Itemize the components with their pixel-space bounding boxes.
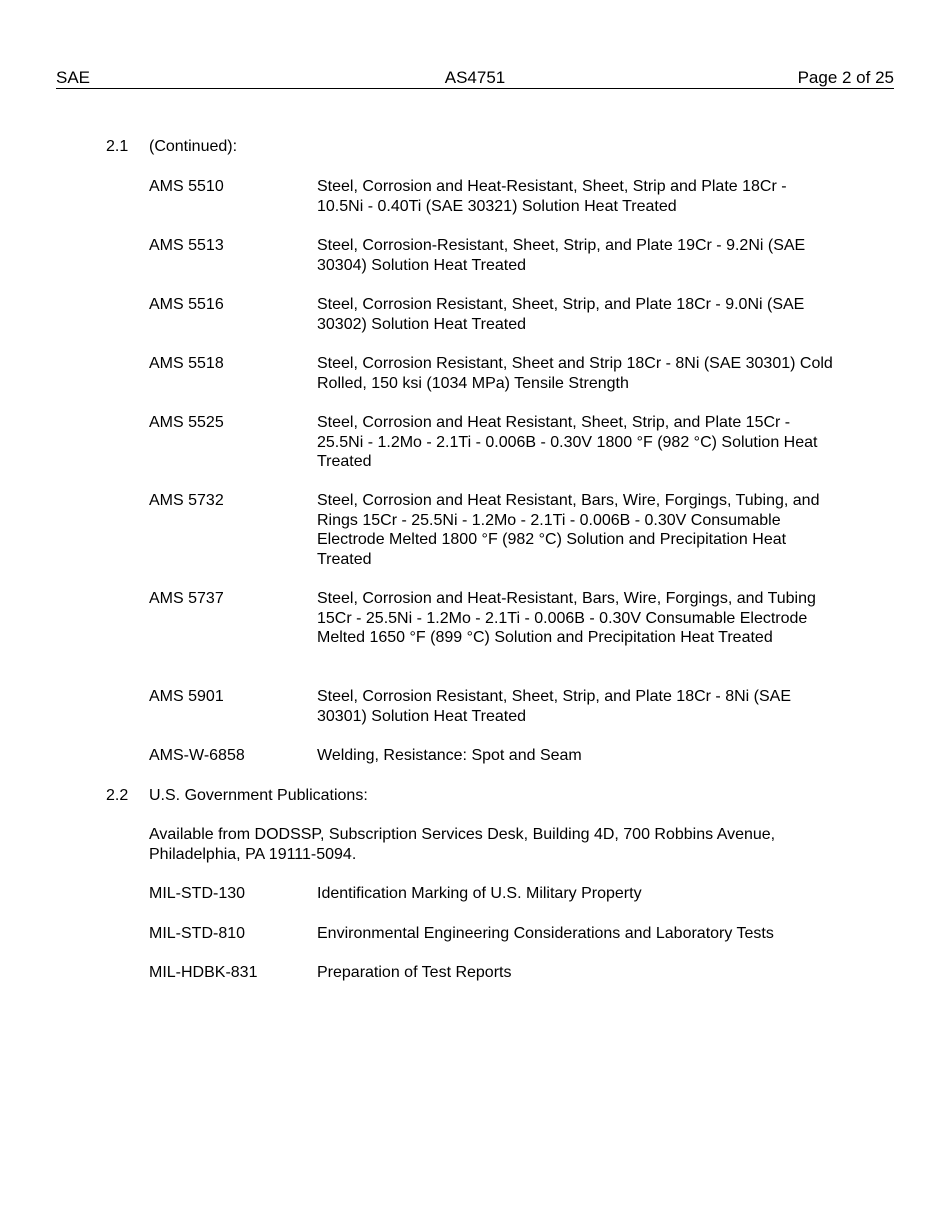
header-organization: SAE [56, 68, 91, 87]
reference-code: AMS 5516 [149, 296, 224, 313]
reference-code: AMS 5732 [149, 492, 224, 509]
reference-code: MIL-STD-810 [149, 925, 246, 942]
reference-code: MIL-STD-130 [149, 885, 246, 902]
reference-description: Steel, Corrosion Resistant, Sheet, Strip, and Plate 18Cr - 9.0Ni (SAE 30302) Solution Heat Treated [317, 296, 805, 333]
reference-description: Steel, Corrosion Resistant, Sheet and Strip 18Cr - 8Ni (SAE 30301) Cold Rolled, 150 ksi (1034 MPa) Tensile Strength [317, 355, 833, 392]
page-header [56, 67, 894, 89]
reference-description: Welding, Resistance: Spot and Seam [317, 747, 582, 764]
reference-code: AMS 5525 [149, 414, 224, 431]
reference-code: AMS 5737 [149, 590, 224, 607]
section-title: U.S. Government Publications: [149, 787, 368, 804]
reference-code: AMS 5901 [149, 688, 224, 705]
reference-description: Steel, Corrosion Resistant, Sheet, Strip, and Plate 18Cr - 8Ni (SAE 30301) Solution Heat Treated [317, 688, 791, 725]
reference-description: Steel, Corrosion and Heat-Resistant, Bars, Wire, Forgings, and Tubing 15Cr - 25.5Ni - 1.2Mo - 2.1Ti - 0.006B - 0.30V Consumable Electrode Melted 1650 °F (899 °C) Solution and Precipitation Heat Treated [317, 590, 816, 647]
reference-description: Steel, Corrosion-Resistant, Sheet, Strip, and Plate 19Cr - 9.2Ni (SAE 30304) Solution Heat Treated [317, 237, 806, 274]
reference-description: Steel, Corrosion and Heat Resistant, Bars, Wire, Forgings, Tubing, and Rings 15Cr - 25.5Ni - 1.2Mo - 2.1Ti - 0.006B - 0.30V Consumable Electrode Melted 1800 °F (982 °C) Solution and Precipitation Heat Treated [317, 492, 820, 568]
section-title: (Continued): [149, 138, 238, 155]
section-number: 2.1 [106, 138, 129, 155]
reference-code: AMS 5518 [149, 355, 224, 372]
reference-code: AMS 5510 [149, 178, 224, 195]
reference-description: Steel, Corrosion and Heat Resistant, Sheet, Strip, and Plate 15Cr - 25.5Ni - 1.2Mo - 2.1Ti - 0.006B - 0.30V 1800 °F (982 °C) Solution Heat Treated [317, 414, 818, 471]
reference-description: Environmental Engineering Considerations and Laboratory Tests [317, 925, 774, 942]
reference-code: AMS 5513 [149, 237, 224, 254]
availability-paragraph: Available from DODSSP, Subscription Services Desk, Building 4D, 700 Robbins Avenue, Philadelphia, PA 19111-5094. [149, 826, 776, 863]
reference-code: AMS-W-6858 [149, 747, 245, 764]
reference-description: Identification Marking of U.S. Military Property [317, 885, 642, 902]
reference-code: MIL-HDBK-831 [149, 964, 258, 981]
reference-description: Preparation of Test Reports [317, 964, 512, 981]
header-page-number: Page 2 of 25 [797, 68, 894, 87]
reference-description: Steel, Corrosion and Heat-Resistant, Sheet, Strip and Plate 18Cr - 10.5Ni - 0.40Ti (SAE 30321) Solution Heat Treated [317, 178, 787, 215]
header-document-number: AS4751 [444, 68, 506, 87]
section-number: 2.2 [106, 787, 129, 804]
